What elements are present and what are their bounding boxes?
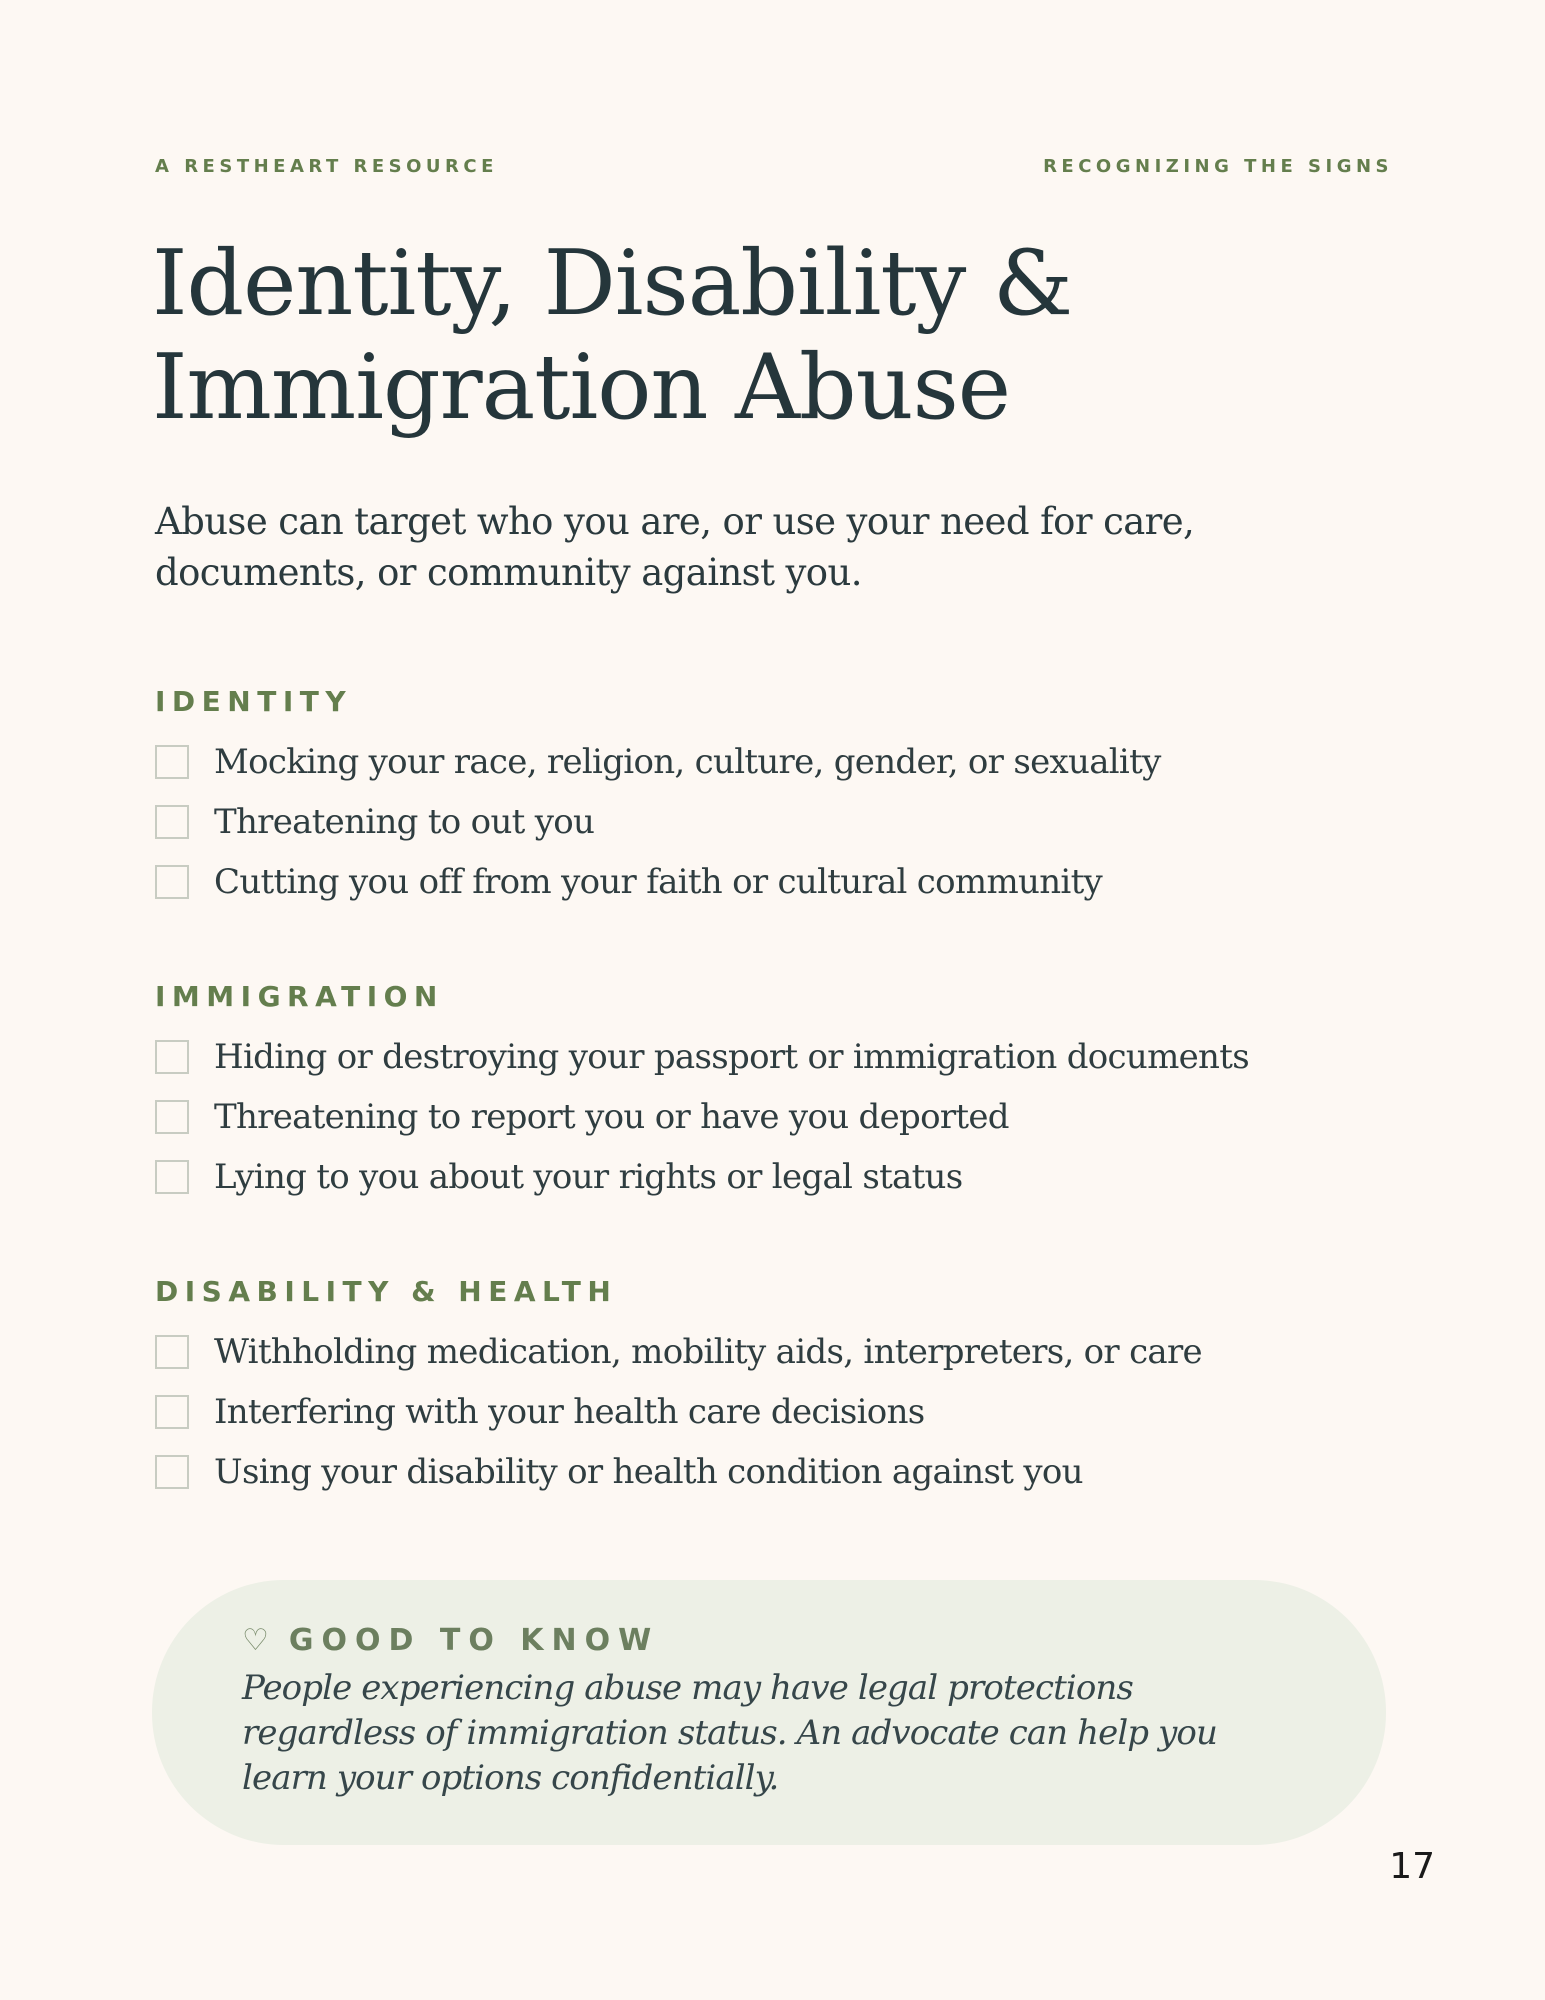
checklist-item xyxy=(155,1147,1355,1207)
checklist-item xyxy=(155,732,1355,792)
section-identity xyxy=(155,684,1355,912)
checklist-item-label: Interfering with your health care decisions xyxy=(214,1392,925,1432)
section-immigration xyxy=(155,979,1355,1207)
checklist-item xyxy=(155,1442,1355,1502)
checkbox[interactable] xyxy=(155,1455,189,1489)
checkbox[interactable] xyxy=(155,1160,189,1194)
section-heading-disability-health: DISABILITY & HEALTH xyxy=(155,1275,618,1308)
checklist-identity xyxy=(155,732,1355,912)
checklist-immigration xyxy=(155,1027,1355,1207)
checkbox[interactable] xyxy=(155,745,189,779)
checklist-item-label: Threatening to out you xyxy=(214,802,595,842)
checklist-item xyxy=(155,1322,1355,1382)
page-title-line-2: Immigration Abuse xyxy=(152,335,1011,440)
callout-label: GOOD TO KNOW xyxy=(288,1623,660,1658)
checklist-item-label: Hiding or destroying your passport or immigration documents xyxy=(214,1037,1249,1077)
checklist-item-label: Threatening to report you or have you deported xyxy=(214,1097,1009,1137)
page-title xyxy=(152,232,1432,440)
page-title-line-1: Identity, Disability & xyxy=(152,231,1073,336)
running-header-left: A RESTHEART RESOURCE xyxy=(155,156,498,177)
checklist-item xyxy=(155,792,1355,852)
checklist-item-label: Mocking your race, religion, culture, gender, or sexuality xyxy=(214,742,1161,782)
checklist-item-label: Lying to you about your rights or legal status xyxy=(214,1157,963,1197)
intro-paragraph: Abuse can target who you are, or use your need for care, documents, or community against you. xyxy=(155,500,1195,594)
callout-heading xyxy=(242,1620,1296,1662)
good-to-know-callout xyxy=(152,1580,1386,1845)
checklist-item-label: Using your disability or health condition against you xyxy=(214,1452,1083,1492)
checkbox[interactable] xyxy=(155,1335,189,1369)
checklist-item xyxy=(155,1027,1355,1087)
heart-icon: ♡ xyxy=(242,1623,269,1658)
section-heading-immigration: IMMIGRATION xyxy=(155,980,444,1013)
section-disability-health xyxy=(155,1274,1355,1502)
checklist-item-label: Cutting you off from your faith or cultural community xyxy=(214,862,1103,902)
running-header-right: RECOGNIZING THE SIGNS xyxy=(1043,156,1393,177)
page-number: 17 xyxy=(1389,1846,1435,1887)
checkbox[interactable] xyxy=(155,1040,189,1074)
checklist-disability-health xyxy=(155,1322,1355,1502)
checklist-item xyxy=(155,852,1355,912)
checkbox[interactable] xyxy=(155,1100,189,1134)
callout-text: People experiencing abuse may have legal protections regardless of immigration status. An advocate can help you learn your options confidentially. xyxy=(242,1668,1217,1798)
checkbox[interactable] xyxy=(155,805,189,839)
checkbox[interactable] xyxy=(155,1395,189,1429)
section-heading-identity: IDENTITY xyxy=(155,685,353,718)
checkbox[interactable] xyxy=(155,865,189,899)
checklist-item-label: Withholding medication, mobility aids, interpreters, or care xyxy=(214,1332,1202,1372)
checklist-item xyxy=(155,1382,1355,1442)
checklist-item xyxy=(155,1087,1355,1147)
